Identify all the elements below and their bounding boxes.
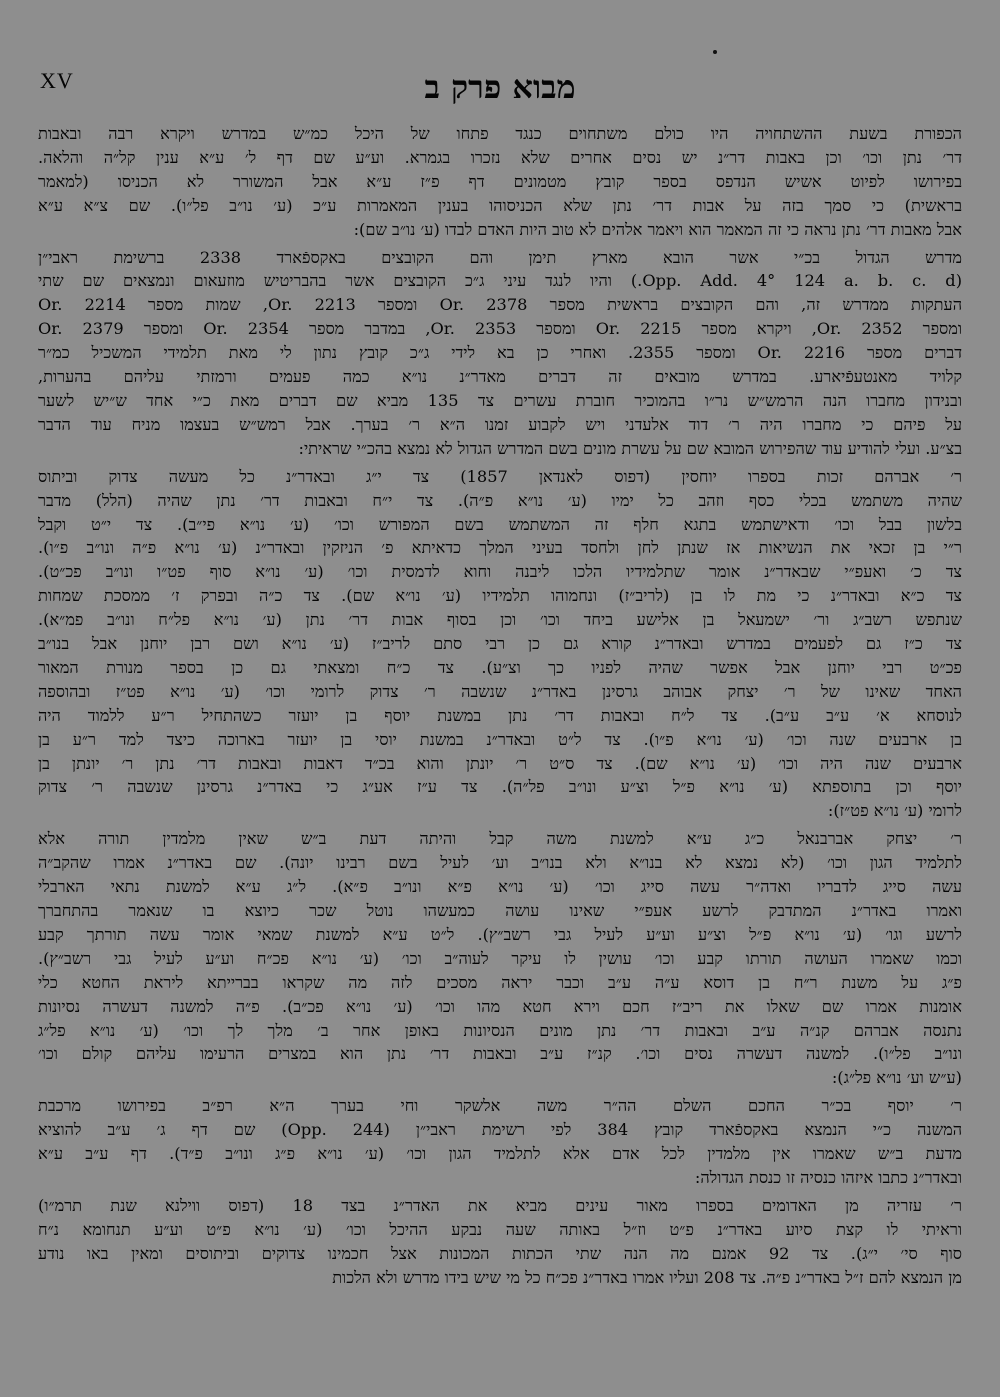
text-line: מדרש הגדול בכ״י אשר הובא מארץ תימן והם הקובצים באקספֿארד 2338 ברשימת ראבי״ן: [38, 247, 962, 267]
text-line: ומספר Or. 2352, ויקרא מספר Or. 2215 ומספר Or. 2353, במדבר מספר Or. 2354 ומספר Or. 2379: [38, 319, 962, 339]
text-line: יוסף וכן בתוספתא (ע׳ נו״א פ״ל וצ״ע ונו״ב פל״ה). צד ע״ז אע״ג כי באדר״נ גרסינן שנשבה ר׳ צדוק: [38, 777, 962, 797]
text-line: האחד שאינו של ר׳ יצחק אבוהב גרסינן באדר״נ שנשבה ר׳ צדוק לרומי וכו׳ (ע׳ נו״א פט״ז ובהוספה: [38, 681, 962, 701]
text-line: העתקות ממדרש זה, והם הקובצים בראשית מספר Or. 2378 ומספר Or. 2213, שמות מספר Or. 2214: [38, 295, 962, 315]
paragraph-3: [38, 465, 962, 824]
text-line: צד כ׳ ואעפ״י שבאדר״נ אומר שתלמידיו הלכו ליבנה וחוא לדמסית וכו׳ (ע׳ נו״א סוף פט״ו ונו״ב פכ״ט).: [38, 562, 962, 582]
text-line: לנוסחא א׳ ע״ב ע״ב). צד ל״ח ובאבות דר׳ נתן במשנת יוסף בן יועזר כשהתחיל ר״ע ללמוד היה: [38, 705, 962, 725]
text-line: (Opp. Add. 4° 124 a. b. c. d.) והיו לנגד עיני ג״כ הקובצים אשר בהבריטיש מוזעאום ונמצאים שם שתי: [38, 271, 962, 291]
text-line: ר״י בן זכאי את הנשיאות אז שנתן לחן ולחסד בעיני המלך כדאיתא פ׳ הניזקין ובאדר״נ (ע׳ נו״א פ״ה ונו״ב פ״ו).: [38, 538, 962, 558]
text-line: מדעת ב״ש שאמרו אין מלמדין לכל אדם אלא לתלמיד הגון וכו׳ (ע׳ נו״א פ״ג ונו״ב פ״ד). דף ע״ב ע״א: [38, 1144, 962, 1164]
text-line: בראשית) כי סמך בזה על אבות דר׳ נתן שלא הכניסוהו בענין המאמרות ע״כ (ע׳ נו״ב פל״ו). שם צ״א ע״א: [38, 195, 962, 215]
text-line: בן ארבעים שנה וכו׳ (ע׳ נו״א פ״ו). צד ל״ט ובאדר״נ במשנת יוסי בן יועזר בארוכה כיצד למד ר״ע בן: [38, 729, 962, 749]
text-line: על פיהם כי מחברו היה ר׳ דוד אלעדני ויש לקבוע זמנו ה״א ר׳ בערך. אבל רמש״ש בעצמו מניח עוד הדבר: [38, 414, 962, 434]
text-line: עשה סייג לדבריו ואדה״ר עשה סייג וכו׳ (ע׳ נו״א פ״א ונו״ב פ״א). ל״ג ע״א למשנת נתאי הארבלי: [38, 877, 962, 897]
text-line: הכפורת בשעת ההשתחויה היו כולם משתחוים כנגד פתחו של היכל כמ״ש במדרש ויקרא רבה ובאבות: [38, 124, 962, 143]
text-line: לרומי (ע׳ נו״א פט״ז):: [827, 801, 962, 821]
page-number: XV: [40, 68, 74, 93]
text-line: בצ״ע. ועלי להודיע עוד שהפירוש המובא שם על עשרת מונים בשם המדרש הגדול לא נמצא בהכ״י שראיתי:: [298, 438, 962, 458]
text-line: דברים מספר Or. 2216 ומספר 2355. ואחרי כן בא לידי ג״כ קובץ נתון לי מאת תלמידי המשכיל כמ״ר: [38, 343, 962, 363]
text-line: וכמו שאמרו העושה תורתו קבע וכו׳ עושין לו עיקר לעוה״ב וכו׳ (ע׳ נו״א פכ״ח וע״ע לעיל גבי רשב״ץ).: [38, 948, 962, 968]
text-line: ר׳ יצחק אברבנאל כ״ג ע״א למשנת משה קבל והיתה דעת ב״ש שאין מלמדין תורה אלא: [38, 829, 962, 849]
text-line: קלויד מאנטעפֿיארע. במדרש מובאים זה דברים מאדר״נ נו״א כמה פעמים ורמזתי עליהם בהערות,: [38, 367, 962, 387]
text-line: שהיה משתמש בכלי כסף וזהב כל ימיו (ע׳ נו״א פ״ה). צד י״ח ובאבות דר׳ נתן שהיה (הלל) מדבר: [38, 490, 962, 510]
chapter-title: מבוא פרק ב: [424, 68, 576, 106]
text-line: פ״ג על משנת ר״ח בן דוסא ע״ה ע״ב וכבר יראה מסכים לזה מה שקראו בברייתא ליראת החטא כלי: [38, 972, 962, 992]
paragraph-2: [38, 246, 962, 461]
text-line: נתנסה אברהם קנ״ה ע״ב ובאבות דר׳ נתן מונים הנסיונות באופן אחר ב׳ מלך לך וכו׳ (ע׳ נו״א פל״ג: [38, 1020, 962, 1040]
text-line: ובנידון מחברו הנה הרמש״ש נר״ו בהמוכיר חוברת עשרים צד 135 מביא שם דברים מאת כ״י אחד ש״יש לשער: [38, 390, 962, 410]
text-line: שנתפש רשב״ג ור׳ ישמעאל בן אלישע ביחד וכו׳ וכן בסוף אבות דר׳ נתן (ע׳ נו״א פל״ח ונו״ב פמ״א).: [38, 610, 962, 630]
paragraph-4: [38, 827, 962, 1090]
text-line: ר׳ יוסף בכ״ר החכם השלם הה״ר משה אלשקר וחי בערך ה״א רפ״ב בפירושו מרכבת: [38, 1096, 962, 1116]
text-line: אבל מאבות דר׳ נתן נראה כי זה המאמר הוא ויאמר אלהים לא טוב היות האדם לבדו (ע׳ נו״ב שם):: [353, 219, 962, 239]
ink-dot: [713, 50, 717, 54]
text-line: פכ״ט רבי יוחנן אבל אפשר שהיה לפניו כך וצ״ע). צד כ״ח ומצאתי גם כן בספר מנורת המאור: [38, 657, 962, 677]
text-line: המשנה כ״י הנמצא באקספֿארד קובץ 384 לפי רשימת ראבי״ן (Opp. 244) שם דף ג׳ ע״ב להוציא: [38, 1120, 962, 1140]
text-line: צד כ״א ובאדר״נ כי מת לו בן (לריב״ז) ונחמוהו תלמידיו (ע׳ נו״א שם). צד כ״ה ובפרק ז׳ ממסכת שמחות: [38, 586, 962, 606]
text-line: אומנות אמרו שם שאלו את ריב״ז חכם וירא חטא מהו וכו׳ (ע׳ נו״א פכ״ב). פ״ה למשנה דעשרה נסיונות: [38, 996, 962, 1016]
text-line: בלשון בבל וכו׳ ודאישתמש בתגא חלף זה המשתמש בשם המפורש וכו׳ (ע׳ נו״א פי״ב). צד י״ט וקבל: [38, 514, 962, 534]
text-line: לתלמיד הגון וכו׳ (לא נמצא לא בנו״א ולא בנו״ב וע׳ לעיל בשם רבינו יונה). שם באדר״נ אמרו שהקב״ה: [38, 853, 962, 873]
text-line: בפירושו לפיוט אשיש הנדפס בספר קובץ מטמונים דף פ״ז ע״א אבל המשורר לא הכניסו (למאמר: [38, 171, 962, 191]
text-line: (ע״ש וע׳ נו״א פל״ג):: [831, 1068, 962, 1088]
text-line: מן הנמצא להם ז״ל באדר״נ פ״ה. צד 208 ועליו אמרו באדר״נ פכ״ח כל מי שיש בידו מדרש ולא הלכות: [332, 1267, 962, 1287]
text-line: ר׳ עזריה מן האדומים בספרו מאור עינים מביא את האדר״נ בצד 18 (דפוס ווילנא שנת תרמ״ו): [38, 1195, 962, 1215]
text-line: ובאדר״נ כתבו איזהו כנסיה זו כנסת הגדולה:: [694, 1167, 962, 1187]
text-line: צד כ״ז גם לפעמים במדרש ובאדר״נ קורא גם כן רבי סתם לריב״ז (ע׳ נו״א ושם רבן יוחנן אבל בנו״ב: [38, 634, 962, 654]
text-line: וראיתי לו קצת סיוע באדר״נ פ״ט וז״ל באותה שעה נבקע ההיכל וכו׳ (ע׳ נו״א פ״ט וע״ע תנחומא נ״ח: [38, 1219, 962, 1239]
text-line: ואמרו באדר״נ המתדבק לרשע אעפ״י שאינו עושה כמעשהו נוטל שכר כיוצא בו שנאמר בהתחברך: [38, 901, 962, 920]
paragraph-6: [38, 1194, 962, 1290]
text-line: לרשע וגו׳ (ע׳ נו״א פ״ל וצ״ע וע״ע לעיל גבי רשב״ץ). ל״ט ע״א למשנת שמאי אומר עשה תורתך קבע: [38, 924, 962, 944]
text-line: ארבעים שנה היה וכו׳ (ע׳ נו״א שם). צד ס״ט ר׳ יונתן והוא בכ״ד דאבות ובאבות דר׳ נתן ר׳ יונתן בן: [38, 753, 962, 773]
text-line: ונו״ב פל״ו). למשנה דעשרה נסים וכו׳. קנ״ז ע״ב ובאבות דר׳ נתן הוא במצרים הרעימו עליהם קולם וכו׳: [38, 1044, 962, 1064]
paragraph-1: [38, 122, 962, 242]
text-line: ר׳ אברהם זכות בספרו יוחסין (דפוס לאנדאן 1857) צד י״ג ובאדר״נ כל מעשה צדוק וביתוס: [38, 466, 962, 486]
text-line: סוף סי׳ י״ג). צד 92 אמנם מה הנה שתי הכתות המכונות אצל חכמינו צדוקים וביתוסים ומאין באו נודע: [38, 1243, 962, 1263]
body-text: [38, 122, 962, 1290]
text-line: דר׳ נתן וכו׳ וכן באבות דר״נ יש נסים אחרים שלא נזכרו בגמרא. וע״ע שם דף ל׳ ע״א ענין קל״ה והלאה.: [38, 147, 962, 167]
paragraph-5: [38, 1094, 962, 1190]
